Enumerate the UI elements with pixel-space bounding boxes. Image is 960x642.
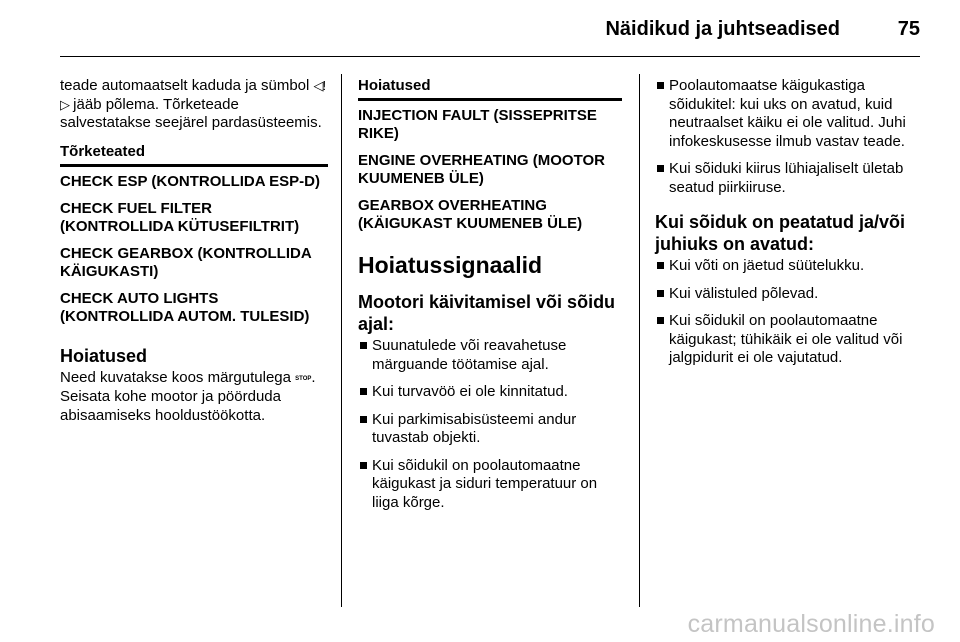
list-item xyxy=(358,337,622,374)
fault-message: CHECK ESP (KONTROLLIDA ESP-D) xyxy=(60,172,321,190)
page-number: 75 xyxy=(897,18,920,40)
list-item-text: Suunatulede või reavahetuse märguande töötamise ajal. xyxy=(372,337,567,373)
bullet-icon xyxy=(657,317,664,324)
warning-message: INJECTION FAULT (SISSEPRITSE RIKE) xyxy=(358,107,597,142)
list-item xyxy=(358,411,622,448)
column-2 xyxy=(358,77,622,521)
warnings-paragraph xyxy=(60,369,328,426)
list-item-text: Kui turvavöö ei ole kinnitatud. xyxy=(372,383,568,400)
warnings-text-post: . Seisata kohe mootor ja pöörduda abisaamiseks hooldustöökotta. xyxy=(60,368,316,424)
fault-message: CHECK GEARBOX (KONTROLLIDA KÄIGUKASTI) xyxy=(60,244,312,280)
engine-running-heading: Mootori käivitamisel või sõidu ajal: xyxy=(358,292,616,334)
faults-heading: Tõrketeated xyxy=(60,143,328,167)
bullet-icon xyxy=(360,388,367,395)
bullet-icon xyxy=(360,342,367,349)
column-1 xyxy=(60,77,328,435)
list-item xyxy=(358,457,622,513)
intro-text-pre: teade automaatselt kaduda ja sümbol xyxy=(60,77,310,94)
signals-continued-list xyxy=(655,77,923,197)
bullet-icon xyxy=(657,262,664,269)
list-item-text: Kui välistuled põlevad. xyxy=(669,284,819,302)
bullet-icon xyxy=(657,165,664,172)
column-divider-2 xyxy=(639,74,640,607)
list-item-text: Kui sõidukil on poolautomaatne käigukast ja siduri temperatuur on liiga kõrge. xyxy=(372,456,598,511)
warnings-heading: Hoiatused xyxy=(60,345,148,366)
intro-text-post: jääb põlema. Tõrketeade salvestatakse seejärel pardasüsteemis. xyxy=(60,95,322,131)
list-item xyxy=(655,285,923,304)
column-divider-1 xyxy=(341,74,342,607)
warning-message: ENGINE OVERHEATING (MOOTOR KUUMENEB ÜLE) xyxy=(358,152,605,187)
watermark: carmanualsonline.info xyxy=(687,610,935,638)
warning-message: GEARBOX OVERHEATING (KÄIGUKAST KUUMENEB ÜLE) xyxy=(358,197,583,232)
warnings-text-pre: Need kuvatakse koos märgutulega xyxy=(60,368,291,386)
bullet-icon xyxy=(360,462,367,469)
list-item xyxy=(655,160,923,197)
list-item xyxy=(655,77,923,151)
parked-heading: Kui sõiduk on peatatud ja/või juhiuks on avatud: xyxy=(655,212,906,254)
parked-list xyxy=(655,257,923,368)
warning-lights-icon: ◁!▷ xyxy=(60,78,326,112)
fault-message: CHECK AUTO LIGHTS (KONTROLLIDA AUTOM. TULESID) xyxy=(60,289,310,325)
list-item-text: Kui sõidukil on poolautomaatne käigukast; tühikäik ei ole valitud või jalgpidurit ei ole vajutatud. xyxy=(669,312,903,366)
signals-heading: Hoiatussignaalid xyxy=(358,252,543,278)
list-item xyxy=(655,257,923,276)
column-3 xyxy=(655,77,923,377)
bullet-icon xyxy=(360,416,367,423)
list-item xyxy=(655,312,923,368)
list-item-text: Kui parkimisabisüsteemi andur tuvastab objekti. xyxy=(372,410,577,446)
list-item-text: Kui sõiduki kiirus lühiajaliselt ületab seatud piirkiiruse. xyxy=(669,160,904,196)
bullet-icon xyxy=(657,290,664,297)
fault-message: CHECK FUEL FILTER (KONTROLLIDA KÜTUSEFILTRIT) xyxy=(60,199,300,235)
intro-paragraph xyxy=(60,77,328,133)
bullet-icon xyxy=(657,82,664,89)
list-item-text: Kui võti on jäetud süütelukku. xyxy=(669,257,865,274)
stop-icon: STOP xyxy=(295,375,312,382)
header-divider xyxy=(60,56,920,57)
engine-running-list xyxy=(358,337,622,512)
list-item xyxy=(358,383,622,402)
warnings-box-heading: Hoiatused xyxy=(358,77,622,101)
list-item-text: Poolautomaatse käigukastiga sõidukitel: kui uks on avatud, kuid neutraalset käiku ei ole valitud. Juhi infokeskusesse ilmub vastav teade. xyxy=(669,77,906,150)
page-header-title: Näidikud ja juhtseadised xyxy=(605,18,840,40)
